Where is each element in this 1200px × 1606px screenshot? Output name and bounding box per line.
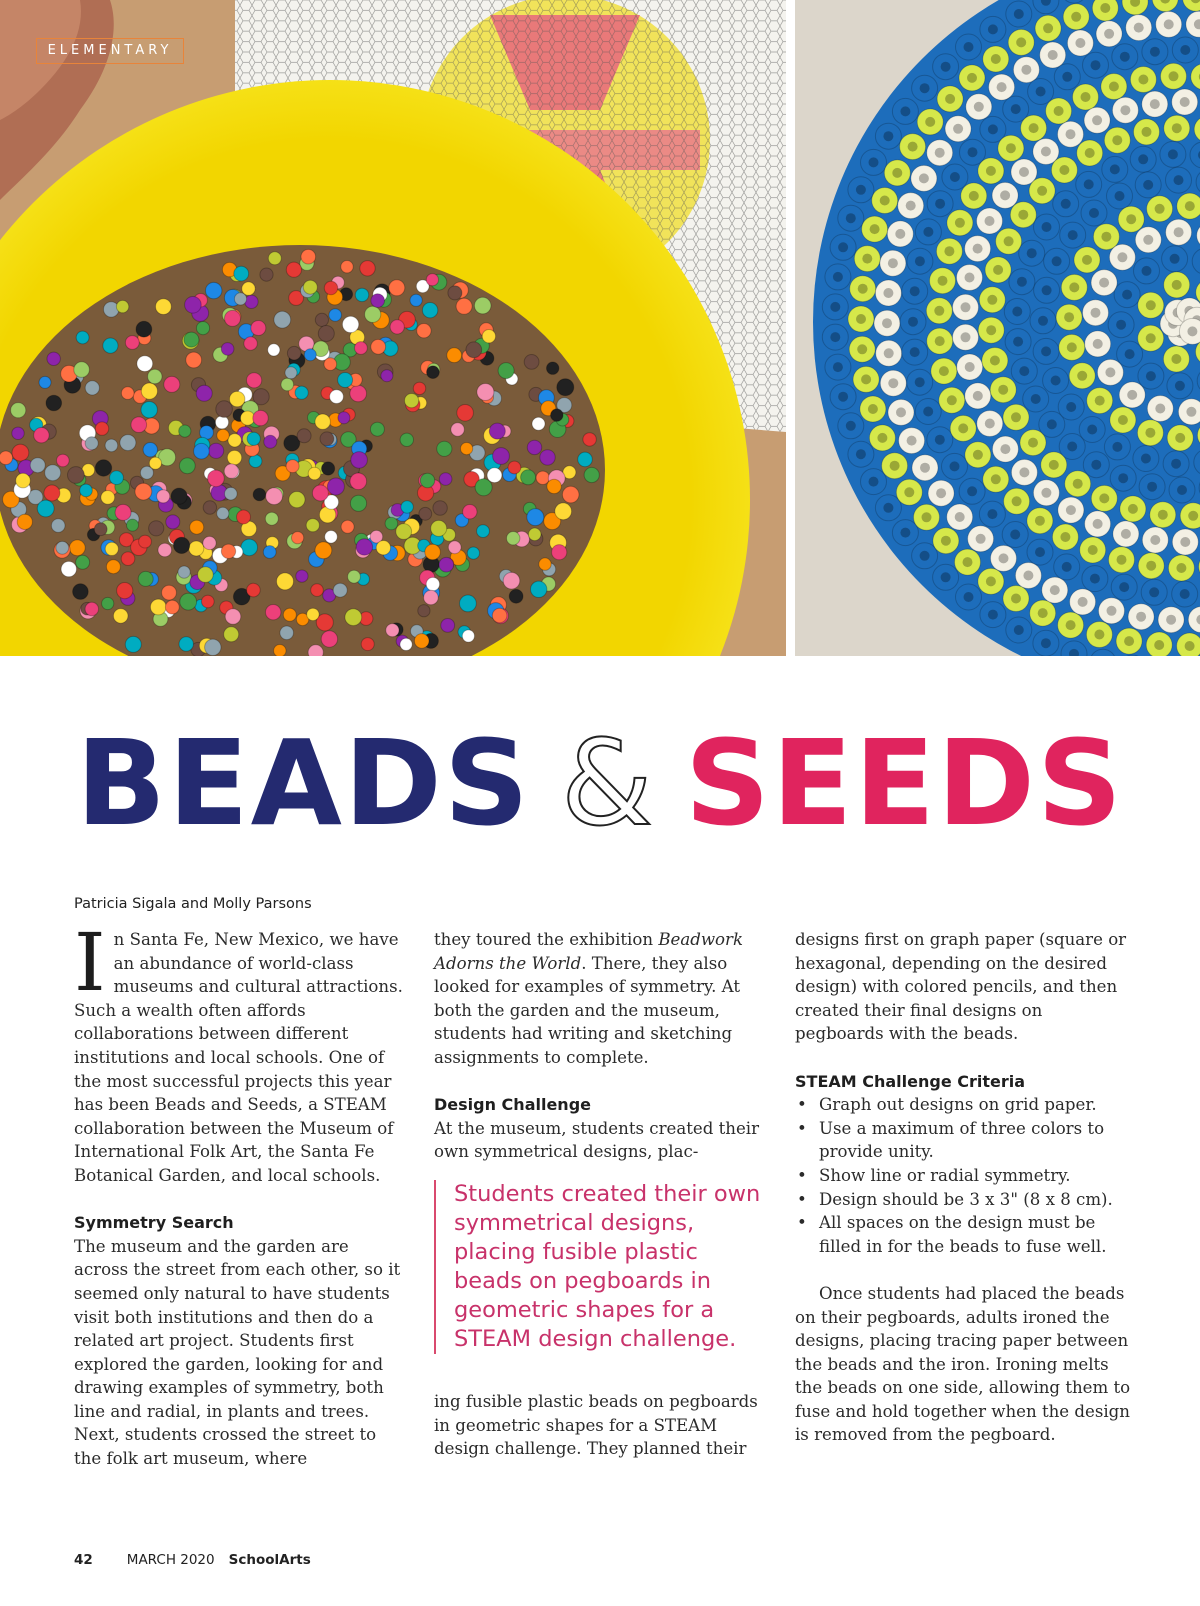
list-item: • Show line or radial symmetry. [795,1164,1133,1188]
title-word-beads: BEADS [76,714,531,852]
list-item: • Use a maximum of three colors to provide unity. [795,1117,1133,1164]
page-number: 42 [74,1552,93,1568]
list-item: • Graph out designs on grid paper. [795,1093,1133,1117]
paragraph-exhibition: they toured the exhibition Beadwork Adorns the World. There, they also looked for examples of symmetry. At both the garden and the museum, students had writing and sketching assignments to complete. [434,930,744,1067]
heading-steam-criteria: STEAM Challenge Criteria [795,1071,1026,1091]
criteria-list [795,1093,1133,1258]
pull-quote: Students created their own symmetrical designs, placing fusible plastic beads on pegboards in geometric shapes for a STEAM design challenge. [434,1180,764,1354]
drop-cap: I [74,916,106,1009]
section-tag: ELEMENTARY [36,38,184,64]
list-item: • Design should be 3 x 3" (8 x 8 cm). [795,1188,1133,1212]
paragraph-design-challenge-continued: ing fusible plastic beads on pegboards in geometric shapes for a STEAM design challenge. They planned their [434,1391,758,1459]
paragraph-design-challenge: At the museum, students created their own symmetrical designs, plac- [434,1118,760,1162]
column-3 [795,928,1133,1447]
article-title [0,714,1200,852]
photo-bead-bowl-and-pattern [0,0,786,656]
byline: Patricia Sigala and Molly Parsons [74,896,312,912]
column-1 [74,916,404,1471]
exhibition-title: Beadwork Adorns the World [434,930,744,973]
intro-paragraph: In Santa Fe, New Mexico, we have an abundance of world-class museums and cultural attractions. Such a wealth often affords collaborations between different institutions and local schools. One of the most successful projects this year has been Beads and Seeds, a STEAM collaboration between the Museum of International Folk Art, the Santa Fe Botanical Garden, and local schools. [74,916,403,1185]
paragraph-graph-paper: designs first on graph paper (square or hexagonal, depending on the desired design) with colored pencils, and then created their final designs on pegboards with the beads. [795,930,1127,1044]
heading-design-challenge: Design Challenge [434,1095,591,1115]
column-2 [434,928,764,1461]
photo-divider [786,0,795,656]
list-item: • All spaces on the design must be filled in for the beads to fuse well. [795,1211,1133,1258]
page-footer [74,1552,311,1568]
paragraph-symmetry-search: The museum and the garden are across the street from each other, so it seemed only natural to have students visit both institutions and then do a related art project. Students first explored the garden, looking for and drawing examples of symmetry, both line and radial, in plants and trees. Next, students crossed the street to the folk art museum, where [74,1236,401,1469]
heading-symmetry-search: Symmetry Search [74,1213,234,1233]
title-word-seeds: SEEDS [684,714,1124,852]
photo-fused-bead-disc [795,0,1200,656]
magazine-name: SchoolArts [228,1552,311,1568]
issue-date: MARCH 2020 [126,1552,215,1568]
title-ampersand: & [560,714,655,852]
paragraph-ironing: Once students had placed the beads on their pegboards, adults ironed the designs, placing tracing paper between the beads and the iron. Ironing melts the beads on one side, allowing them to fuse and hold together when the design is removed from the pegboard. [795,1283,1131,1445]
